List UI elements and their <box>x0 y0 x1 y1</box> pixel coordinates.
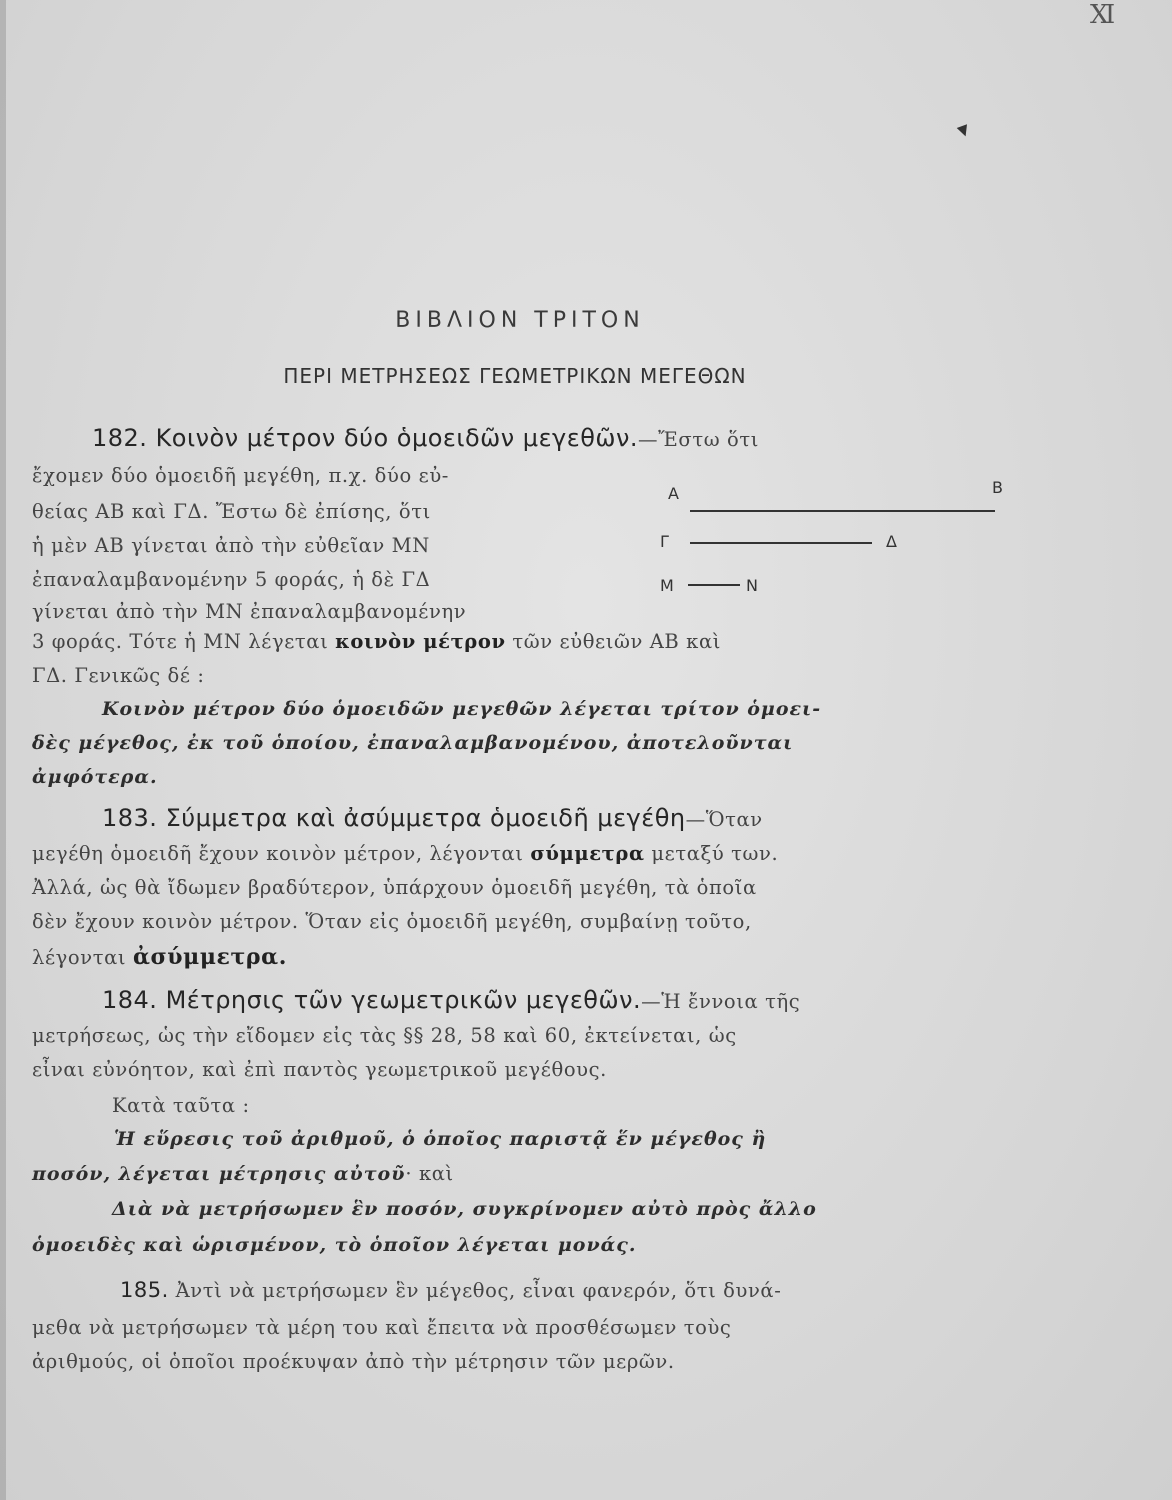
text-run: μεταξύ των. <box>651 842 779 865</box>
segments-figure <box>650 470 1020 600</box>
text-run: μεγέθη ὁμοειδῆ ἔχουν κοινὸν μέτρον, λέγονται <box>32 842 524 865</box>
text-run: 3 φοράς. Τότε ἡ ΜΝ λέγεται <box>32 630 329 653</box>
chapter-title: ΠΕΡΙ ΜΕΤΡΗΣΕΩΣ ΓΕΩΜΕΤΡΙΚΩΝ ΜΕΓΕΘΩΝ <box>283 364 747 388</box>
section-184-heading-line <box>102 986 800 1014</box>
definition-line: Διὰ νὰ μετρήσωμεν ἓν ποσόν, συγκρίνομεν αὐτὸ πρὸς ἄλλο <box>112 1198 817 1220</box>
label-n: Ν <box>746 576 758 595</box>
label-b: Β <box>992 478 1003 497</box>
paragraph-line: δὲν ἔχουν κοινὸν μέτρον. Ὅταν εἰς ὁμοειδῆ μεγέθη, συμβαίνῃ τοῦτο, <box>32 910 752 933</box>
emphasized-term: ἀσύμμετρα. <box>132 944 287 970</box>
section-185-first-line <box>120 1278 781 1302</box>
emphasized-term: σύμμετρα <box>530 842 645 865</box>
definition-line: ἀμφότερα. <box>32 766 158 788</box>
label-a: Α <box>668 484 679 503</box>
ink-speck: ▾ <box>954 116 973 145</box>
section-lead-text: —Ὅταν <box>685 808 763 831</box>
paragraph-line: ἡ μὲν ΑΒ γίνεται ἀπὸ τὴν εὐθεῖαν ΜΝ <box>32 534 430 557</box>
paragraph-line: Ἀλλά, ὡς θὰ ἴδωμεν βραδύτερον, ὑπάρχουν ὁμοειδῆ μεγέθη, τὰ ὁποῖα <box>32 876 757 899</box>
section-heading: 182. Κοινὸν μέτρον δύο ὁμοειδῶν μεγεθῶν. <box>92 424 639 452</box>
section-lead-text: —Ἡ ἔννοια τῆς <box>641 990 801 1013</box>
emphasized-term: κοινὸν μέτρον <box>335 630 506 653</box>
section-183-heading-line <box>102 804 763 832</box>
section-lead-text: —Ἔστω ὅτι <box>638 428 759 451</box>
segment-mn <box>688 584 740 586</box>
text-run: · καὶ <box>405 1162 454 1185</box>
label-g: Γ <box>660 532 669 551</box>
definition-run: ποσόν, λέγεται μέτρησις αὐτοῦ <box>32 1163 406 1185</box>
paragraph-line: γίνεται ἀπὸ τὴν ΜΝ ἐπαναλαμβανομένην <box>32 600 467 623</box>
definition-line: ὁμοειδὲς καὶ ὡρισμένον, τὸ ὁποῖον λέγεται μονάς. <box>32 1234 637 1256</box>
definition-line <box>32 1162 454 1185</box>
section-number: 185. <box>120 1278 169 1302</box>
segment-ab <box>690 510 995 512</box>
section-182-heading-line <box>92 424 759 452</box>
page-edge-shadow <box>0 0 6 1500</box>
segment-gd <box>690 542 872 544</box>
definition-line: δὲς μέγεθος, ἐκ τοῦ ὁποίου, ἐπαναλαμβανομένου, ἀποτελοῦνται <box>32 732 794 754</box>
paragraph-line <box>32 630 721 653</box>
definition-line: Ἡ εὕρεσις τοῦ ἀριθμοῦ, ὁ ὁποῖος παριστᾷ ἕν μέγεθος ἢ <box>114 1128 767 1150</box>
paragraph-line: ἔχομεν δύο ὁμοειδῆ μεγέθη, π.χ. δύο εὐ- <box>32 464 449 487</box>
paragraph-line: εἶναι εὐνόητον, καὶ ἐπὶ παντὸς γεωμετρικοῦ μεγέθους. <box>32 1058 607 1081</box>
section-heading: 184. Μέτρησις τῶν γεωμετρικῶν μεγεθῶν. <box>102 986 642 1014</box>
paragraph-line: ΓΔ. Γενικῶς δέ : <box>32 664 205 687</box>
label-d: Δ <box>886 532 897 551</box>
paragraph-line: ἀριθμούς, οἱ ὁποῖοι προέκυψαν ἀπὸ τὴν μέτρησιν τῶν μερῶν. <box>32 1350 675 1373</box>
label-m: Μ <box>660 576 674 595</box>
paragraph-line: θείας ΑΒ καὶ ΓΔ. Ἔστω δὲ ἐπίσης, ὅτι <box>32 500 431 523</box>
text-run: λέγονται <box>32 946 127 969</box>
book-title: ΒΙΒΛΙΟΝ ΤΡΙΤΟΝ <box>395 308 645 333</box>
text-run: Ἀντὶ νὰ μετρήσωμεν ἓν μέγεθος, εἶναι φανερόν, ὅτι δυνά- <box>175 1279 782 1302</box>
paragraph-line: μετρήσεως, ὡς τὴν εἴδομεν εἰς τὰς §§ 28, 58 καὶ 60, ἐκτείνεται, ὡς <box>32 1024 737 1047</box>
paragraph-line: ἐπαναλαμβανομένην 5 φοράς, ἡ δὲ ΓΔ <box>32 568 431 591</box>
paragraph-line <box>32 944 287 970</box>
paragraph-line: Κατὰ ταῦτα : <box>112 1094 250 1117</box>
paragraph-line <box>32 842 778 865</box>
paragraph-line: μεθα νὰ μετρήσωμεν τὰ μέρη του καὶ ἔπειτα νὰ προσθέσωμεν τοὺς <box>32 1316 732 1339</box>
definition-line: Κοινὸν μέτρον δύο ὁμοειδῶν μεγεθῶν λέγεται τρίτον ὁμοει- <box>102 698 822 720</box>
text-run: τῶν εὐθειῶν ΑΒ καὶ <box>512 630 721 653</box>
corner-mark: Ⅺ <box>1090 0 1116 30</box>
section-heading: 183. Σύμμετρα καὶ ἀσύμμετρα ὁμοειδῆ μεγέθη <box>102 804 686 832</box>
